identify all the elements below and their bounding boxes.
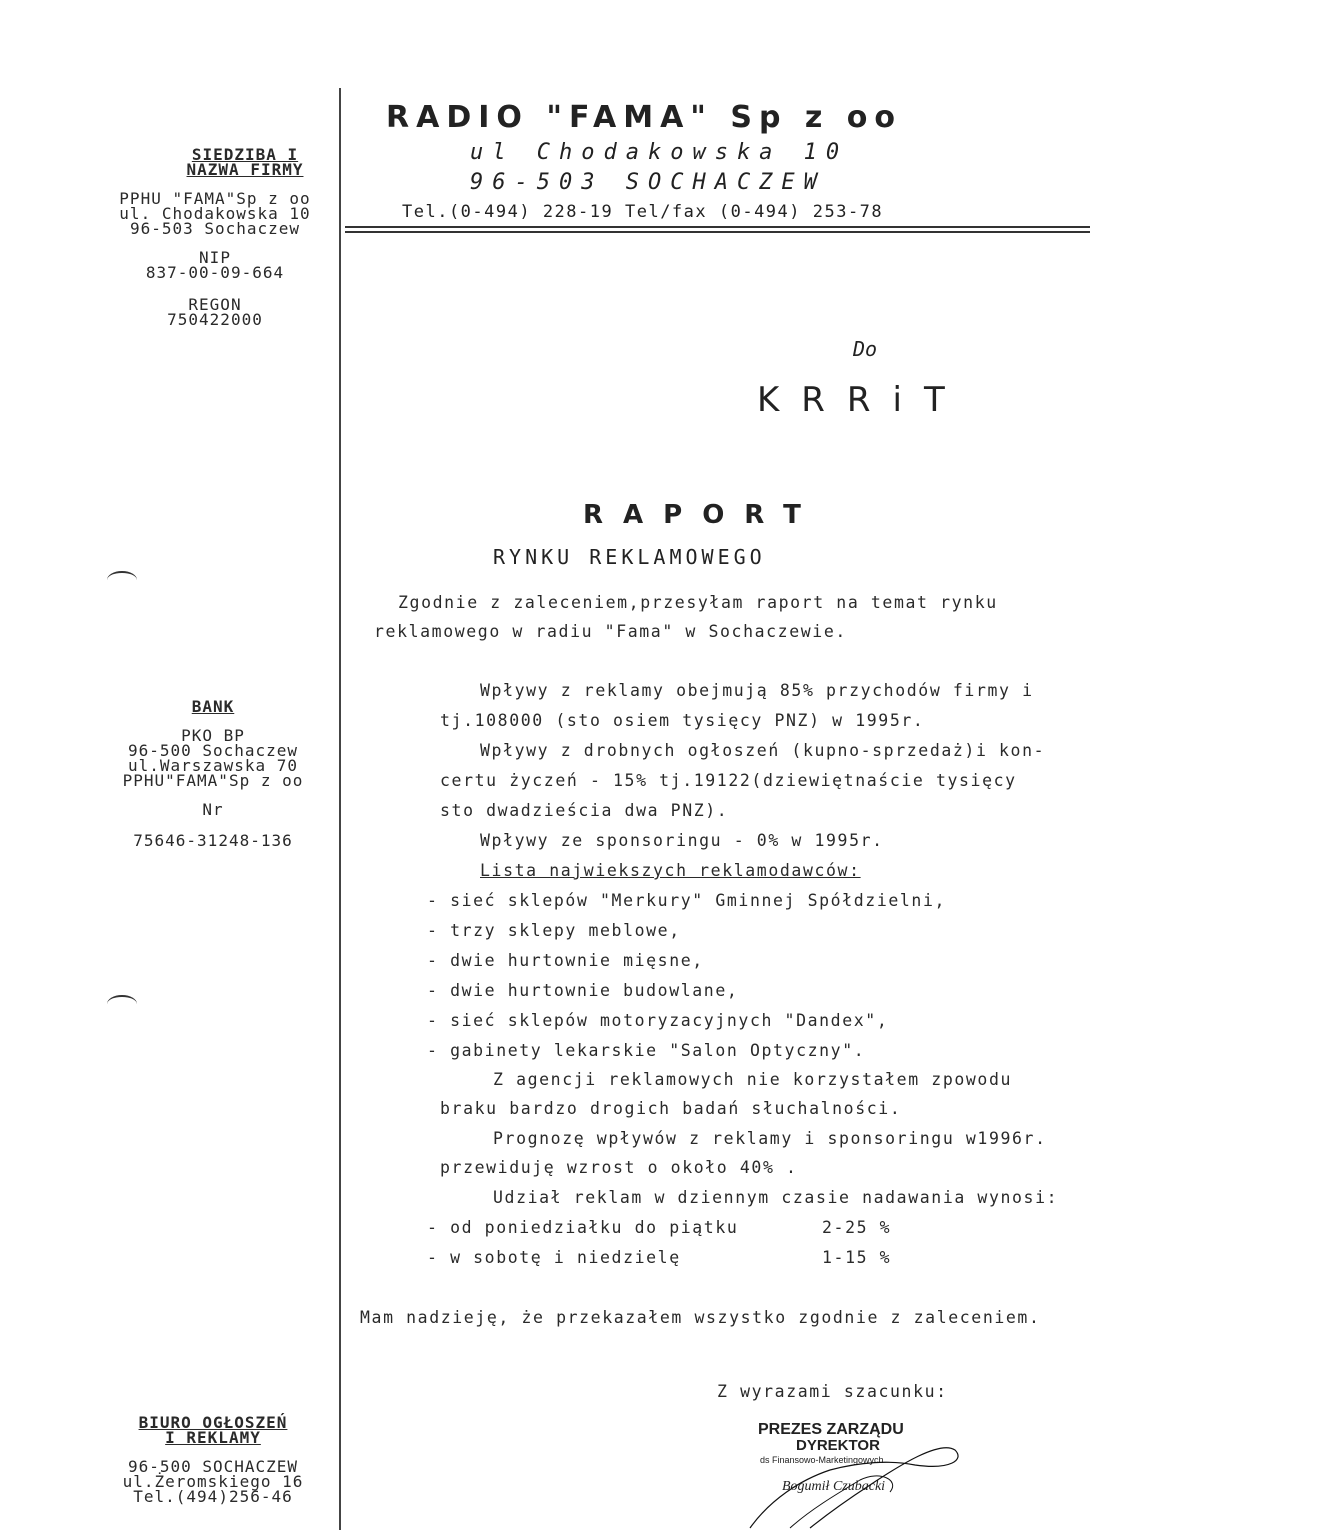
intro-line-2: reklamowego w radiu "Fama" w Sochaczewie. xyxy=(374,622,847,641)
stamp-name: Bogumił Czubacki xyxy=(782,1479,886,1494)
company-phone xyxy=(402,202,883,222)
seat-line-2: ul. Chodakowska 10 xyxy=(119,204,311,223)
bank-heading: BANK xyxy=(191,697,235,716)
document-title: RAPORT xyxy=(583,500,821,530)
account-number: 75646-31248-136 xyxy=(133,831,293,850)
p1-line-1: Wpływy z reklamy obejmują 85% przychodów firmy i xyxy=(480,681,1034,700)
p3-line: Wpływy ze sponsoringu - 0% w 1995r. xyxy=(480,831,884,850)
sidebar-bank xyxy=(88,699,338,848)
sidebar-seat xyxy=(90,147,340,327)
company-name: RADIO "FAMA" Sp z oo xyxy=(386,100,903,135)
stamp-position: DYREKTOR xyxy=(796,1437,880,1454)
bank-line-2: 96-500 Sochaczew xyxy=(127,741,299,760)
p4-line-1: Z agencji reklamowych nie korzystałem zpowodu xyxy=(493,1070,1013,1089)
company-city: 96-503 SOCHACZEW xyxy=(470,170,826,195)
telfax: Tel/fax (0-494) 253-78 xyxy=(624,202,884,222)
seat-line-1: PPHU "FAMA"Sp z oo xyxy=(119,189,311,208)
closing-line: Mam nadzieję, że przekazałem wszystko zgodnie z zaleceniem. xyxy=(360,1308,1041,1327)
seat-heading-2: NAZWA FIRMY xyxy=(186,160,304,179)
recipient-prefix: Do xyxy=(853,337,878,361)
office-heading-2: I REKLAMY xyxy=(165,1428,261,1447)
office-line-3: Tel.(494)256-46 xyxy=(133,1487,293,1506)
regon-value: 750422000 xyxy=(167,310,263,329)
p2-line-3: sto dwadzieścia dwa PNZ). xyxy=(440,801,729,820)
nr-label: Nr xyxy=(202,800,224,819)
p2-line-2: certu życzeń - 15% tj.19122(dziewiętnaście tysięcy xyxy=(440,771,1017,790)
share-weekend-label: - w sobotę i niedzielę xyxy=(427,1248,681,1267)
p5-line-2: przewiduję wzrost o około 40% . xyxy=(440,1158,798,1177)
document-subtitle: RYNKU REKLAMOWEGO xyxy=(493,545,766,569)
punch-hole-mark xyxy=(107,995,137,1013)
regon-label: REGON xyxy=(188,295,242,314)
list-item: - gabinety lekarskie "Salon Optyczny". xyxy=(427,1041,866,1060)
share-weekday-label: - od poniedziałku do piątku xyxy=(427,1218,739,1237)
sidebar-divider xyxy=(339,88,341,1530)
punch-hole-mark xyxy=(107,571,137,589)
bank-line-1: PKO BP xyxy=(181,726,245,745)
p5-line-1: Prognozę wpływów z reklamy i sponsoringu w1996r. xyxy=(493,1129,1047,1148)
bank-line-3: ul.Warszawska 70 xyxy=(127,756,299,775)
share-weekday-value: 2-25 % xyxy=(822,1218,892,1237)
company-street: ul Chodakowska 10 xyxy=(470,140,849,165)
p6-line: Udział reklam w dziennym czasie nadawania wynosi: xyxy=(493,1188,1059,1207)
p1-line-2: tj.108000 (sto osiem tysięcy PNZ) w 1995r. xyxy=(440,711,925,730)
list-item: - dwie hurtownie mięsne, xyxy=(427,951,704,970)
sidebar-office xyxy=(88,1415,338,1504)
header-rule xyxy=(345,226,1090,228)
regards: Z wyrazami szacunku: xyxy=(717,1382,948,1401)
intro-line-1: Zgodnie z zaleceniem,przesyłam raport na temat rynku xyxy=(398,593,998,612)
recipient-name: KRRiT xyxy=(757,380,967,420)
p4-line-2: braku bardzo drogich badań słuchalności. xyxy=(440,1099,902,1118)
bank-line-4: PPHU"FAMA"Sp z oo xyxy=(122,771,304,790)
office-heading-1: BIURO OGŁOSZEŃ xyxy=(138,1413,288,1432)
seat-line-3: 96-503 Sochaczew xyxy=(129,219,301,238)
handwritten-signature xyxy=(740,1440,980,1530)
list-item: - sieć sklepów motoryzacyjnych "Dandex", xyxy=(427,1011,889,1030)
nip-value: 837-00-09-664 xyxy=(145,263,285,282)
header-rule xyxy=(345,231,1090,233)
tel: Tel.(0-494) 228-19 xyxy=(402,202,614,222)
seat-heading-1: SIEDZIBA I xyxy=(191,145,299,164)
stamp-department: ds Finansowo-Marketingowych xyxy=(760,1455,884,1465)
list-item: - dwie hurtownie budowlane, xyxy=(427,981,739,1000)
list-item: - sieć sklepów "Merkury" Gminnej Spółdzielni, xyxy=(427,891,947,910)
office-line-2: ul.Żeromskiego 16 xyxy=(122,1472,304,1491)
share-weekend-value: 1-15 % xyxy=(822,1248,892,1267)
list-heading: Lista najwiekszych reklamodawców: xyxy=(480,861,861,880)
nip-label: NIP xyxy=(199,248,231,267)
p2-line-1: Wpływy z drobnych ogłoszeń (kupno-sprzedaż)i kon- xyxy=(480,741,1046,760)
office-line-1: 96-500 SOCHACZEW xyxy=(127,1457,299,1476)
stamp-title: PREZES ZARZĄDU xyxy=(758,1421,904,1438)
list-item: - trzy sklepy meblowe, xyxy=(427,921,681,940)
